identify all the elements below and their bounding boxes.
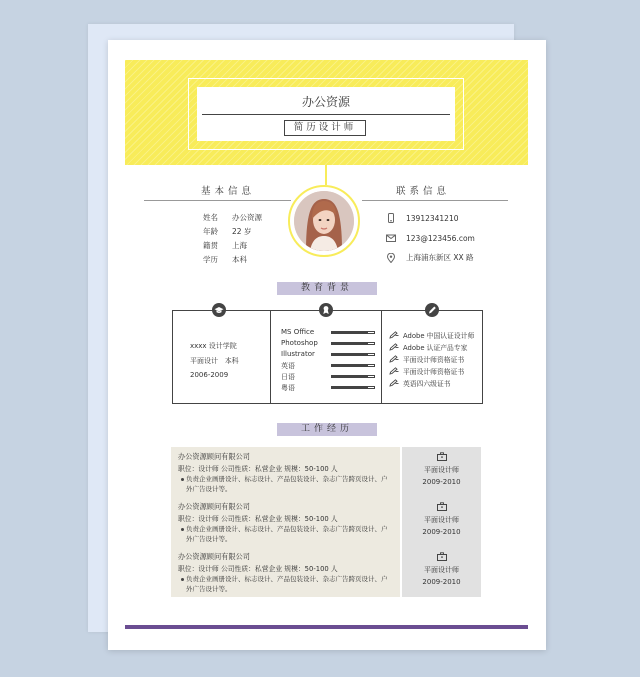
job-details — [171, 497, 400, 547]
info-label: 学历 — [203, 255, 218, 264]
info-label: 年龄 — [203, 227, 218, 236]
skill-name: 英语 — [281, 362, 295, 370]
job-role: 平面设计师 — [424, 566, 459, 574]
skill-row — [281, 328, 379, 338]
job-company: 办公资源顾问有限公司 — [178, 452, 250, 461]
certificate-name: Adobe 认证产品专家 — [403, 344, 468, 352]
email-icon — [386, 233, 396, 243]
info-value: 上海 — [232, 241, 247, 250]
job-role: 平面设计师 — [424, 516, 459, 524]
certificate-item — [389, 354, 464, 364]
info-value: 本科 — [232, 255, 247, 264]
info-value: 22 岁 — [232, 227, 252, 236]
contact-email — [386, 233, 475, 243]
certificate-name: 英语四六级证书 — [403, 380, 451, 388]
certificate-name: 平面设计师资格证书 — [403, 368, 465, 376]
skill-bar — [331, 386, 375, 389]
resume-subtitle: 简历设计师 — [284, 120, 366, 136]
skill-name: Photoshop — [281, 339, 318, 347]
major: 平面设计 — [190, 357, 218, 365]
job-summary — [402, 447, 481, 497]
job-period: 2009-2010 — [422, 578, 461, 586]
certificate-name: 平面设计师资格证书 — [403, 356, 465, 364]
education-box — [172, 310, 483, 404]
job-company: 办公资源顾问有限公司 — [178, 502, 250, 511]
skill-name: MS Office — [281, 328, 315, 336]
education-heading: 教育背景 — [277, 282, 377, 295]
resume-name: 办公资源 — [301, 95, 350, 109]
profile-portrait-image — [294, 191, 354, 251]
skill-bar — [331, 342, 375, 345]
graduation-cap-icon — [212, 303, 226, 317]
info-row-name — [203, 212, 262, 223]
title-box — [197, 87, 455, 141]
photo-connector — [325, 165, 327, 185]
job-meta: 职位：设计师 公司性质：私营企业 规模：50-100 人 — [178, 515, 338, 523]
info-label: 姓名 — [203, 213, 218, 222]
contact-address — [386, 252, 474, 263]
column-divider — [381, 311, 382, 403]
info-label: 籍贯 — [203, 241, 218, 250]
job-entry — [171, 497, 481, 547]
briefcase-icon — [437, 502, 447, 511]
skill-fill — [332, 365, 368, 366]
info-row-age — [203, 226, 251, 237]
skill-name: 粤语 — [281, 384, 295, 392]
resume-sheet — [108, 40, 546, 650]
award-icon — [319, 303, 333, 317]
email-address: 123@123456.com — [406, 233, 475, 243]
basic-info-heading: 基本信息 — [200, 186, 255, 197]
profile-photo-frame — [288, 185, 360, 257]
job-duties: 负责企业画册设计、标志设计、产品包装设计、杂志广告跨页设计、户外广告设计等。 — [186, 524, 391, 544]
info-row-hometown — [203, 240, 247, 251]
job-entry — [171, 547, 481, 597]
info-value: 办公资源 — [232, 213, 262, 222]
study-period: 2006-2009 — [190, 371, 229, 379]
pencil-icon — [389, 355, 399, 363]
job-duties: 负责企业画册设计、标志设计、产品包装设计、杂志广告跨页设计、户外广告设计等。 — [186, 474, 391, 494]
job-company: 办公资源顾问有限公司 — [178, 552, 250, 561]
location-icon — [386, 253, 396, 263]
job-meta: 职位：设计师 公司性质：私营企业 规模：50-100 人 — [178, 465, 338, 473]
skill-row — [281, 361, 379, 371]
briefcase-icon — [437, 452, 447, 461]
skill-bar — [331, 364, 375, 367]
profile-photo — [294, 191, 354, 251]
column-divider — [270, 311, 271, 403]
job-period: 2009-2010 — [422, 478, 461, 486]
pencil-icon — [389, 367, 399, 375]
skill-fill — [332, 354, 368, 355]
pencil-icon — [389, 343, 399, 351]
skill-fill — [332, 376, 368, 377]
skill-bar — [331, 331, 375, 334]
phone-icon — [386, 213, 396, 223]
skill-name: 日语 — [281, 373, 295, 381]
contact-heading: 联系信息 — [395, 186, 450, 197]
school-name: xxxx 设计学院 — [190, 342, 237, 350]
skill-bar — [331, 353, 375, 356]
certificate-item — [389, 330, 474, 340]
header-banner — [125, 60, 528, 165]
title-divider — [202, 114, 450, 115]
skill-fill — [332, 343, 368, 344]
certificate-name: Adobe 中国认证设计师 — [403, 332, 475, 340]
skill-row — [281, 350, 379, 360]
skill-row — [281, 372, 379, 382]
basic-info-rule — [144, 200, 291, 201]
job-details — [171, 447, 400, 497]
job-summary — [402, 497, 481, 547]
pencil-icon — [389, 379, 399, 387]
degree: 本科 — [224, 357, 239, 365]
address: 上海浦东新区 XX 路 — [406, 253, 474, 262]
job-meta: 职位：设计师 公司性质：私营企业 规模：50-100 人 — [178, 565, 338, 573]
info-row-education — [203, 254, 247, 265]
skill-fill — [332, 332, 368, 333]
skill-row — [281, 383, 379, 393]
contact-rule — [362, 200, 508, 201]
skill-row — [281, 339, 379, 349]
briefcase-icon — [437, 552, 447, 561]
footer-bar — [125, 625, 528, 629]
job-period: 2009-2010 — [422, 528, 461, 536]
pen-icon — [425, 303, 439, 317]
work-heading: 工作经历 — [277, 423, 377, 436]
job-summary — [402, 547, 481, 597]
job-entry — [171, 447, 481, 497]
job-role: 平面设计师 — [424, 466, 459, 474]
contact-phone — [386, 213, 459, 223]
skill-fill — [332, 387, 368, 388]
job-duties: 负责企业画册设计、标志设计、产品包装设计、杂志广告跨页设计、户外广告设计等。 — [186, 574, 391, 594]
certificate-item — [389, 342, 467, 352]
major-degree — [190, 356, 239, 366]
skill-name: Illustrator — [281, 350, 315, 358]
pencil-icon — [389, 331, 399, 339]
phone-number: 13912341210 — [406, 213, 459, 223]
job-details — [171, 547, 400, 597]
certificate-item — [389, 366, 464, 376]
skill-bar — [331, 375, 375, 378]
certificate-item — [389, 378, 451, 388]
